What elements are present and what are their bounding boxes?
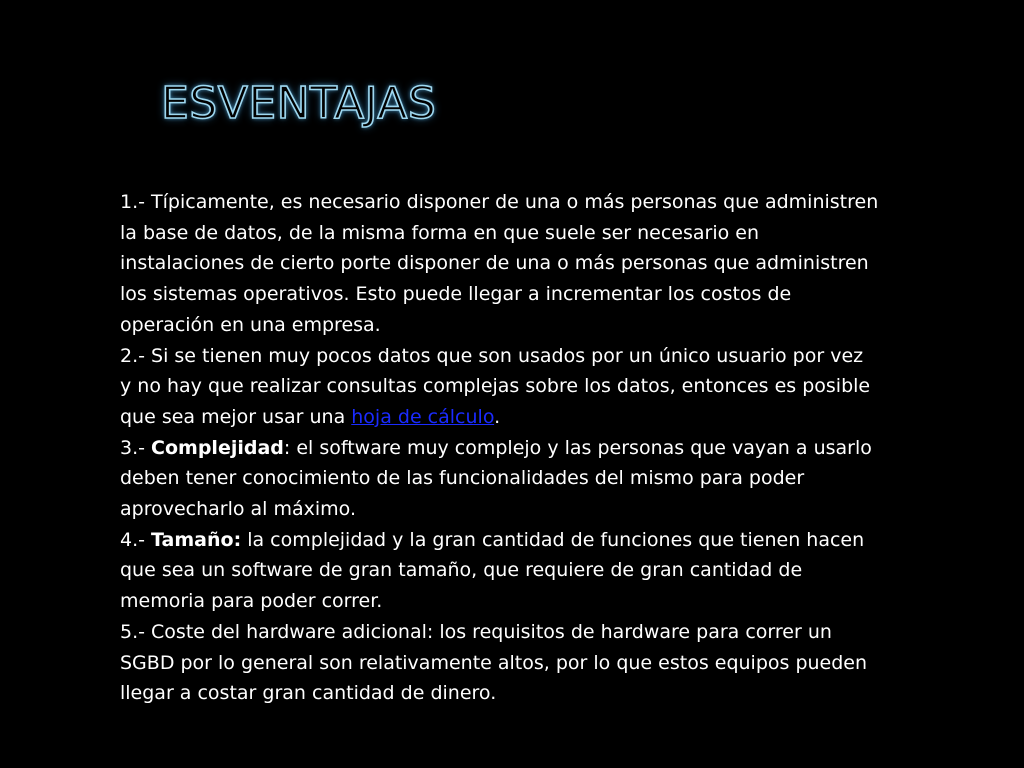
- list-item-5: [120, 617, 880, 709]
- item-2-suffix: .: [494, 405, 501, 428]
- item-3-prefix: 3.-: [120, 436, 152, 459]
- hoja-de-calculo-link[interactable]: hoja de cálculo: [351, 405, 495, 428]
- item-5-text: Coste del hardware adicional: los requisitos de hardware para correr un SGBD por lo general son relativamente altos, por lo que estos equipos pueden llegar a costar gran cantidad de dinero.: [120, 620, 868, 705]
- item-4-prefix: 4.-: [120, 528, 152, 551]
- item-3-text: : el software muy complejo y las personas que vayan a usarlo deben tener conocimiento de las funcionalidades del mismo para poder aprovecharlo al máximo.: [120, 436, 872, 521]
- list-item-3: [120, 433, 880, 525]
- item-2-text: Si se tienen muy pocos datos que son usados por un único usuario por vez y no hay que realizar consultas complejas sobre los datos, entonces es posible que sea mejor usar una: [120, 344, 871, 428]
- item-1-text: Típicamente, es necesario disponer de una o más personas que administren la base de datos, de la misma forma en que suele ser necesario en instalaciones de cierto porte disponer de una o más personas que administren los sistemas operativos. Esto puede llegar a incrementar los costos de operación en una empresa.: [120, 191, 879, 336]
- list-item-1: [120, 187, 880, 341]
- item-2-prefix: 2.-: [120, 344, 152, 367]
- item-5-prefix: 5.-: [120, 620, 152, 643]
- slide-body: [120, 187, 880, 709]
- item-3-bold-term: Complejidad: [151, 436, 284, 459]
- item-4-bold-term: Tamaño:: [151, 528, 242, 551]
- item-1-prefix: 1.-: [120, 191, 152, 213]
- item-4-text: la complejidad y la gran cantidad de funciones que tienen hacen que sea un software de gran tamaño, que requiere de gran cantidad de memoria para poder correr.: [120, 528, 865, 613]
- list-item-2: [120, 341, 880, 433]
- list-item-4: [120, 525, 880, 617]
- slide-title: ESVENTAJAS: [161, 78, 437, 129]
